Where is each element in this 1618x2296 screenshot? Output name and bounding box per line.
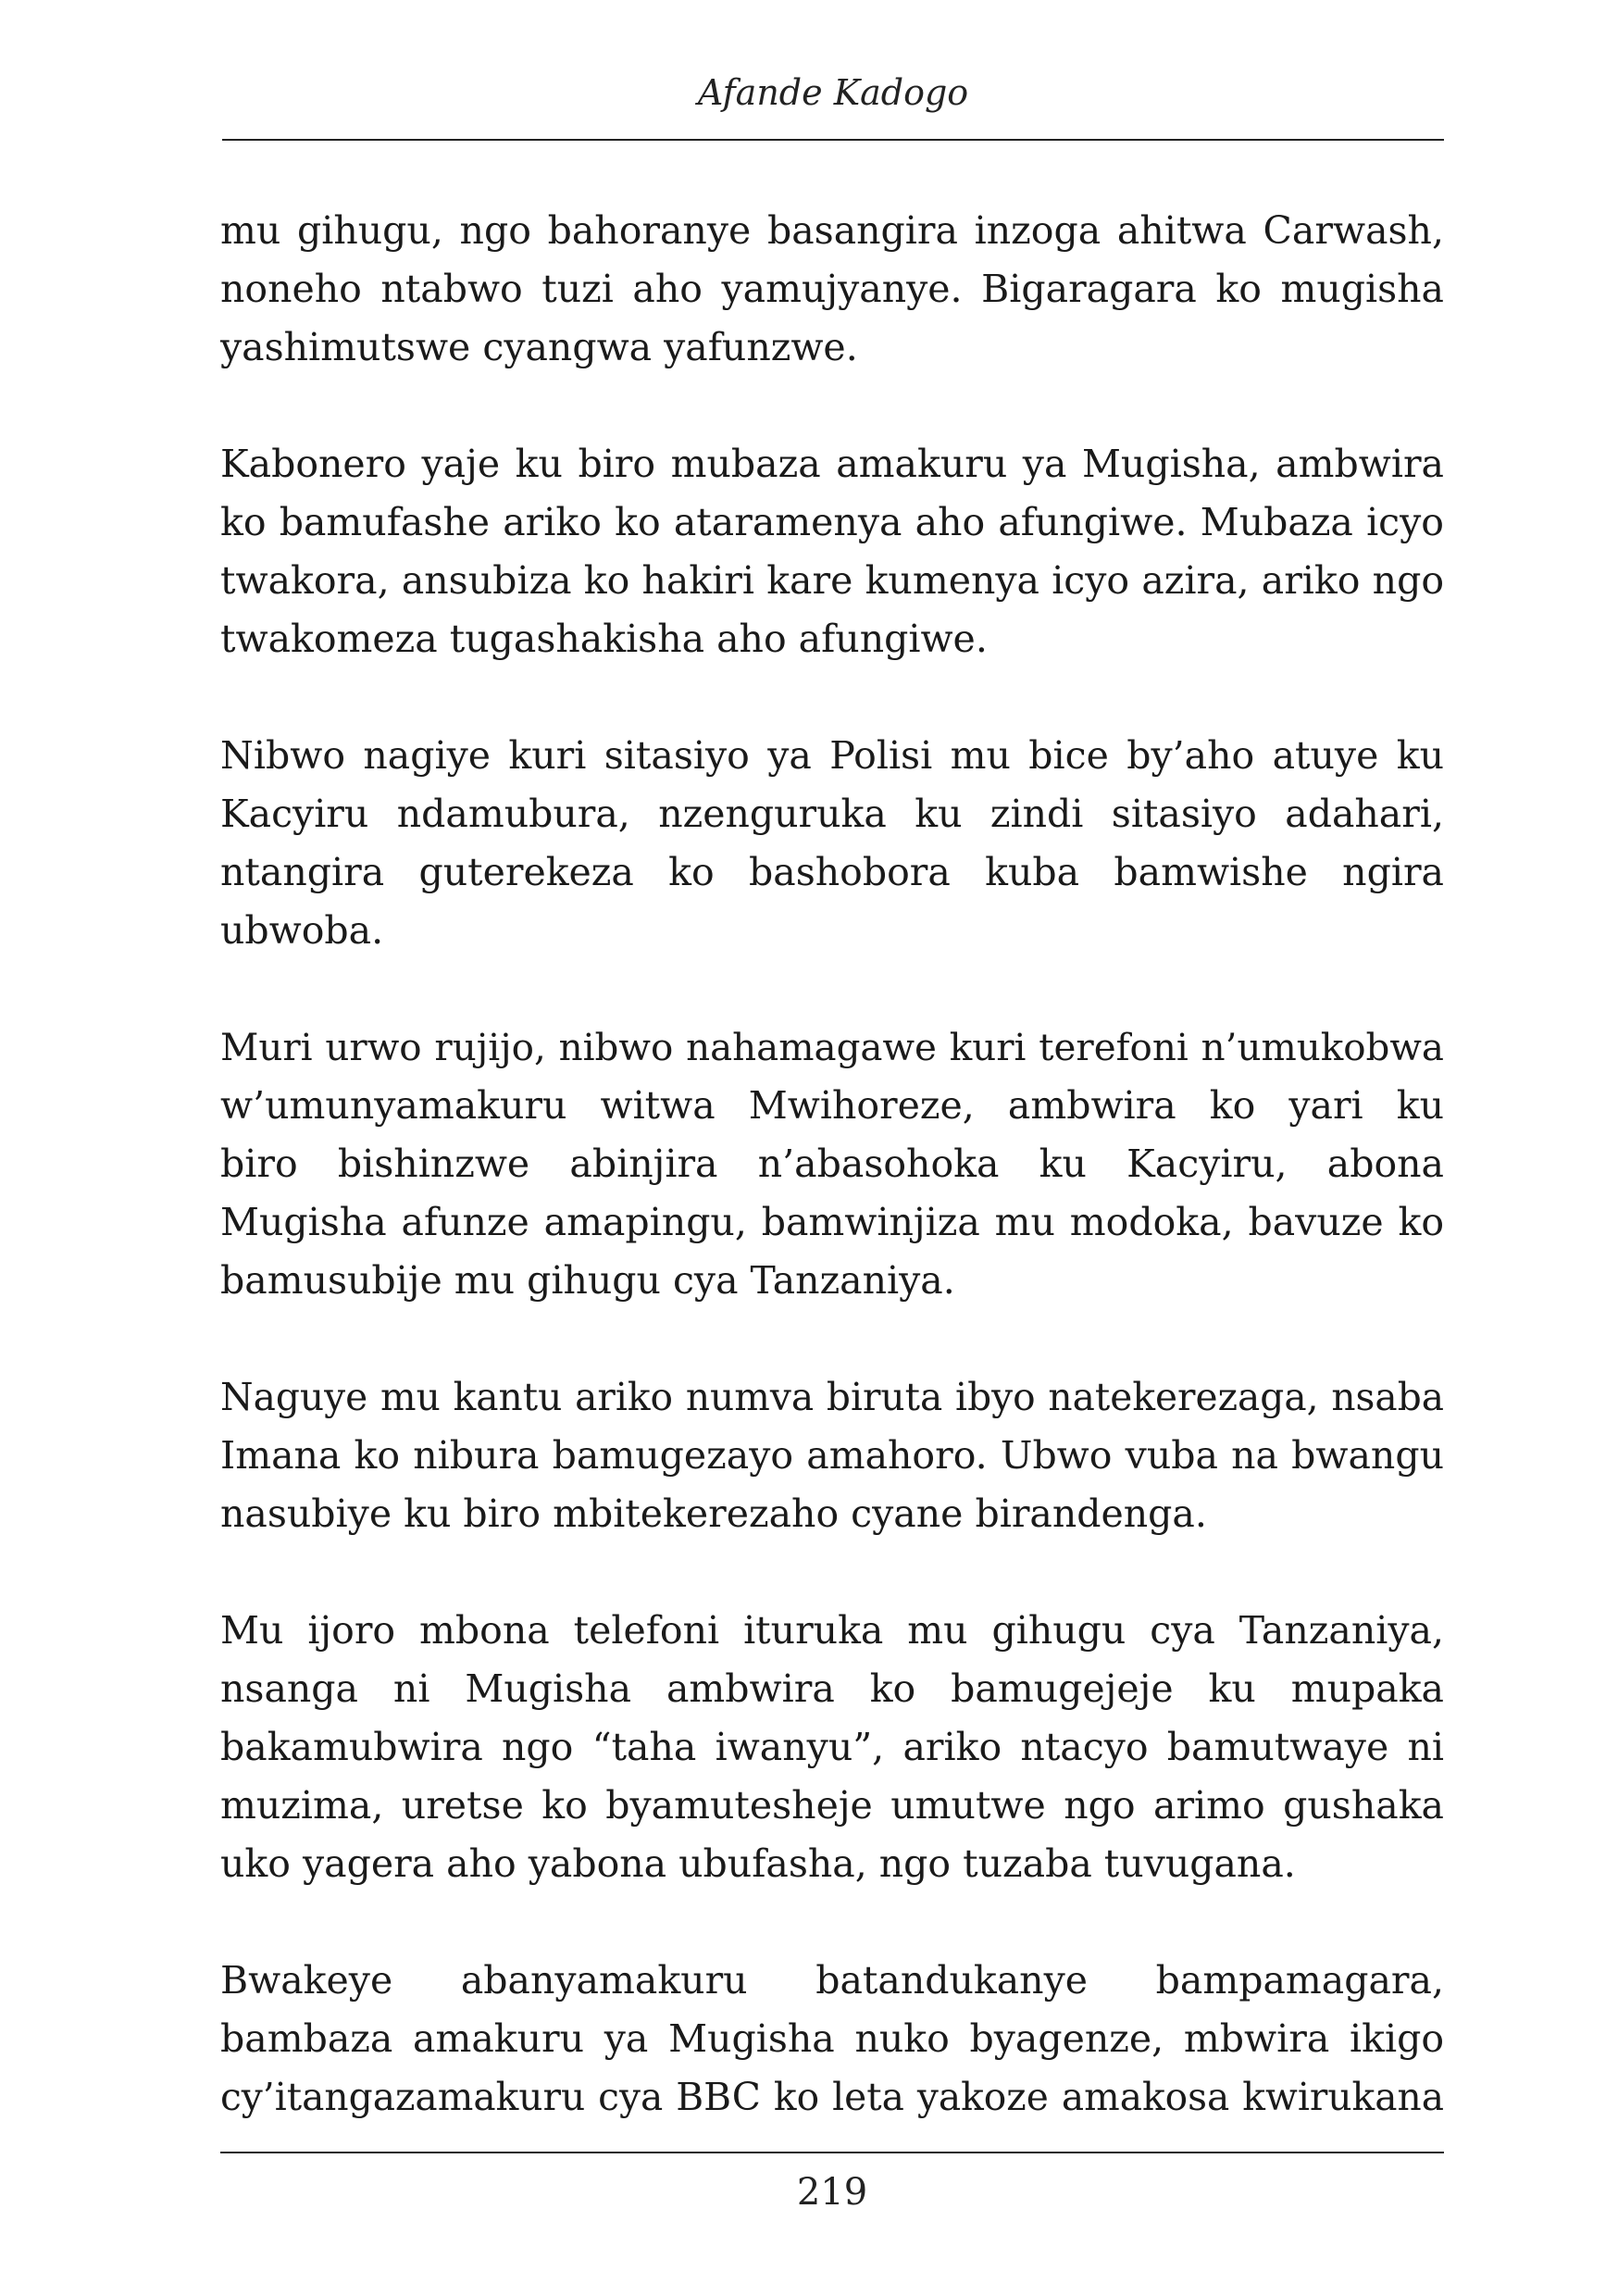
text-line: bamusubije mu gihugu cya Tanzaniya. [220,1258,955,1303]
header-rule [222,139,1444,141]
running-header: Afande Kadogo [697,72,969,113]
text-line: ko bamufashe ariko ko ataramenya aho afungiwe. Mubaza icyo [220,500,1444,544]
text-line: mu gihugu, ngo bahoranye basangira inzoga ahitwa Carwash, [220,208,1444,253]
text-line: ubwoba. [220,908,384,953]
paragraph [220,727,1444,960]
paragraph [220,1018,1444,1310]
text-line: twakomeza tugashakisha aho afungiwe. [220,617,988,661]
paragraph [220,1602,1444,1893]
text-line: Naguye mu kantu ariko numva biruta ibyo natekerezaga, nsaba [220,1375,1444,1419]
footer-rule [220,2152,1444,2153]
text-line: ntangira guterekeza ko bashobora kuba bamwishe ngira [220,850,1444,894]
paragraph [220,1368,1444,1543]
text-line: Imana ko nibura bamugezayo amahoro. Ubwo vuba na bwangu [220,1433,1444,1478]
text-line: bakamubwira ngo “taha iwanyu”, ariko ntacyo bamutwaye ni [220,1725,1444,1769]
text-line: cy’itangazamakuru cya BBC ko leta yakoze amakosa kwirukana [220,2075,1444,2119]
text-line: muzima, uretse ko byamutesheje umutwe ngo arimo gushaka [220,1783,1444,1828]
body-text [220,202,1444,2185]
text-line: biro bishinzwe abinjira n’abasohoka ku Kacyiru, abona [220,1142,1444,1186]
text-line: bambaza amakuru ya Mugisha nuko byagenze, mbwira ikigo [220,2016,1444,2061]
text-line: nasubiye ku biro mbitekerezaho cyane birandenga. [220,1491,1207,1536]
paragraph [220,435,1444,668]
text-line: Kabonero yaje ku biro mubaza amakuru ya Mugisha, ambwira [220,442,1444,486]
text-line: Nibwo nagiye kuri sitasiyo ya Polisi mu bice by’aho atuye ku [220,733,1444,778]
text-line: Bwakeye abanyamakuru batandukanye bampamagara, [220,1958,1444,2003]
text-line: Muri urwo rujijo, nibwo nahamagawe kuri terefoni n’umukobwa [220,1026,1444,1069]
page-number: 219 [796,2171,868,2214]
text-line: noneho ntabwo tuzi aho yamujyanye. Bigaragara ko mugisha [220,267,1444,311]
text-line: Mugisha afunze amapingu, bamwinjiza mu modoka, bavuze ko [220,1200,1444,1244]
paragraph [220,1952,1444,2127]
paragraph [220,202,1444,377]
text-line: twakora, ansubiza ko hakiri kare kumenya icyo azira, ariko ngo [220,558,1444,603]
text-line: Mu ijoro mbona telefoni ituruka mu gihugu cya Tanzaniya, [220,1608,1444,1653]
text-line: uko yagera aho yabona ubufasha, ngo tuzaba tuvugana. [220,1841,1296,1886]
text-line: yashimutswe cyangwa yafunzwe. [220,325,858,369]
text-line: w’umunyamakuru witwa Mwihoreze, ambwira ko yari ku [220,1083,1444,1128]
text-line: nsanga ni Mugisha ambwira ko bamugejeje ku mupaka [220,1666,1444,1711]
text-line: Kacyiru ndamubura, nzenguruka ku zindi sitasiyo adahari, [220,792,1444,836]
